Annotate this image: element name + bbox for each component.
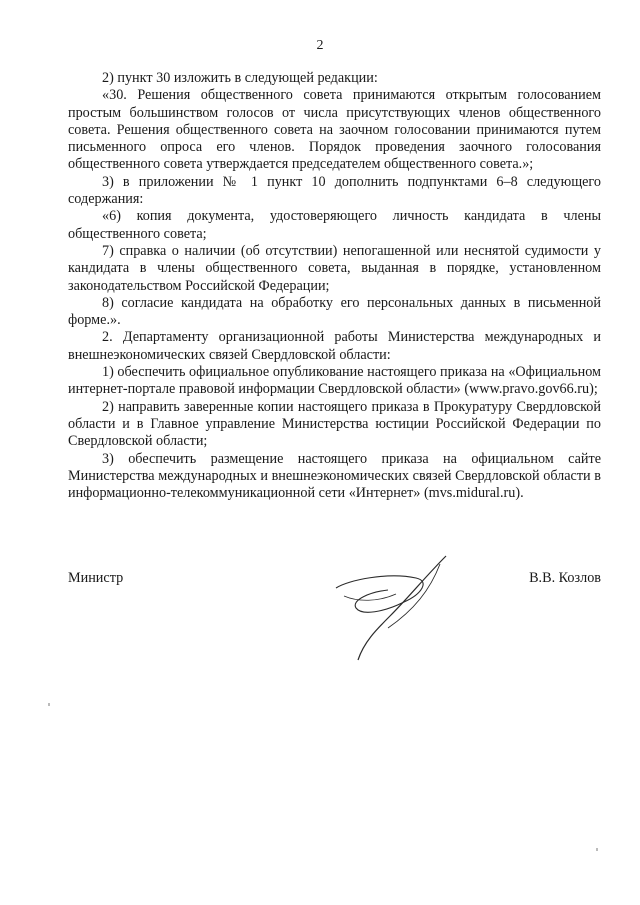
signer-title: Министр [68,570,124,586]
scan-speck [48,703,50,706]
signer-name: В.В. Козлов [529,570,601,586]
paragraph: 8) согласие кандидата на обработку его персональных данных в письменной форме.». [68,294,601,329]
signature-block [68,570,601,700]
paragraph: 2) пункт 30 изложить в следующей редакции: [102,70,378,86]
page-number: 2 [316,38,324,53]
paragraph: 3) обеспечить размещение настоящего приказа на официальном сайте Министерства международных и внешнеэкономических связей Свердловской области в информационно-телекоммуникационной сети «Интернет» (mvs.midural.ru). [68,450,601,502]
paragraph: 2. Департаменту организационной работы Министерства международных и внешнеэкономических связей Свердловской области: [68,329,601,363]
paragraph: 2) направить заверенные копии настоящего приказа в Прокуратуру Свердловской области и в Главное управление Министерства юстиции Российской Федерации по Свердловской области; [68,398,601,450]
paragraph: 7) справка о наличии (об отсутствии) непогашенной или неснятой судимости у кандидата в члены общественного совета, выданная в порядке, установленном законодательством Российской Федерации; [68,242,601,294]
paragraph: «30. Решения общественного совета принимаются открытым голосованием простым большинством голосов от числа присутствующих членов общественного совета. Решения общественного совета на заочном голосовании принимаются путем письменного опроса его членов. Порядок проведения заочного голосования общественного совета утверждается председателем общественного совета.»; [68,87,601,173]
paragraph: «6) копия документа, удостоверяющего личность кандидата в члены общественного совета; [68,208,601,242]
paragraph: 1) обеспечить официальное опубликование настоящего приказа на «Официальном интернет-портале правовой информации Свердловской области» (www.pravo.gov66.ru); [68,364,601,398]
paragraph: 3) в приложении № 1 пункт 10 дополнить подпунктами 6–8 следующего содержания: [68,173,601,208]
scan-speck [596,848,598,851]
document-body [68,70,601,502]
handwritten-signature [318,550,458,670]
